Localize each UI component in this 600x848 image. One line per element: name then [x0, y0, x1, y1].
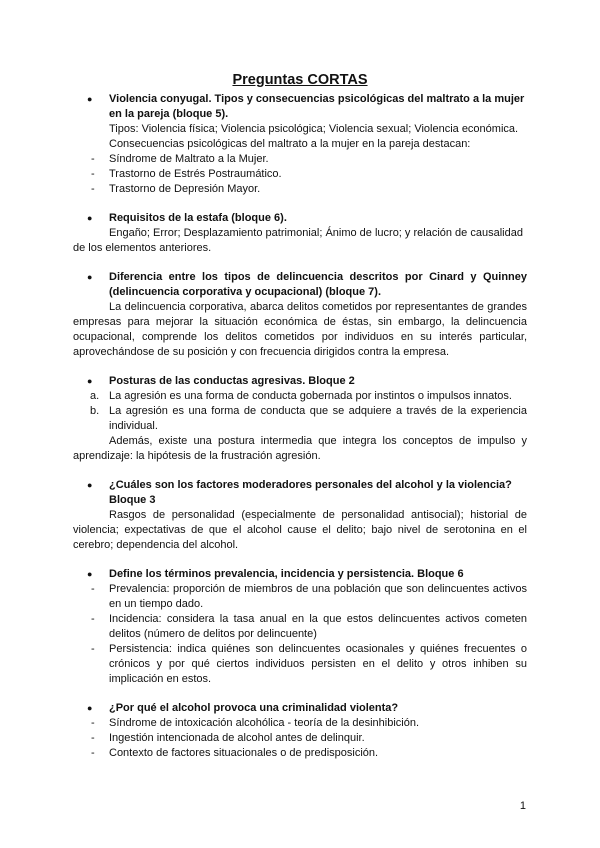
answer-4-line: aprendizaje: la hipótesis de la frustración agresión. — [73, 450, 321, 462]
answer-3-line: La delincuencia corporativa, abarca delitos cometidos por representantes de grandes — [109, 301, 527, 313]
question-3-title: ● Diferencia entre los tipos de delincuencia descritos por Cinard y Quinney — [109, 270, 527, 285]
answer-5-line: Rasgos de personalidad (especialmente de personalidad antisocial); historial de — [109, 509, 527, 521]
question-4-title: ● Posturas de las conductas agresivas. Bloque 2 — [109, 374, 355, 389]
list-item: La agresión es una forma de conducta gobernada por instintos o impulsos innatos. — [109, 390, 512, 402]
dash-marker: - — [91, 583, 95, 595]
list-item: Trastorno de Estrés Postraumático. — [109, 168, 282, 180]
question-5-title-cont: Bloque 3 — [109, 494, 156, 506]
list-item: La agresión es una forma de conducta que se adquiere a través de la experiencia — [109, 405, 527, 417]
question-6-title: ● Define los términos prevalencia, incidencia y persistencia. Bloque 6 — [109, 567, 464, 582]
list-item: Síndrome de intoxicación alcohólica - teoría de la desinhibición. — [109, 717, 420, 729]
list-item-cont: delitos (número de delitos por delincuente) — [109, 628, 317, 640]
list-marker-a: a. — [90, 390, 100, 402]
page-title: Preguntas CORTAS — [232, 72, 368, 88]
dash-marker: - — [91, 168, 95, 180]
dash-marker: - — [91, 747, 95, 759]
answer-1-intro: Consecuencias psicológicas del maltrato a la mujer en la pareja destacan: — [109, 138, 471, 150]
answer-4-line: Además, existe una postura intermedia que integra los conceptos de impulso y — [109, 435, 527, 447]
answer-1-types: Tipos: Violencia física; Violencia psicológica; Violencia sexual; Violencia económica. — [109, 123, 519, 135]
list-item: Síndrome de Maltrato a la Mujer. — [109, 153, 269, 165]
list-item-cont: implicación en estos. — [109, 673, 212, 685]
answer-3-line: empresas para mejorar la situación económica de éstas, sin embargo, la delincuencia — [73, 316, 527, 328]
dash-marker: - — [91, 183, 95, 195]
list-item-cont: en un tiempo dado. — [109, 598, 204, 610]
question-5-title: ● ¿Cuáles son los factores moderadores personales del alcohol y la violencia? — [109, 478, 512, 493]
question-2-title: ● Requisitos de la estafa (bloque 6). — [109, 211, 287, 226]
list-item: Ingestión intencionada de alcohol antes de delinquir. — [109, 732, 365, 744]
dash-marker: - — [91, 613, 95, 625]
list-item: Trastorno de Depresión Mayor. — [109, 183, 261, 195]
list-item-cont: individual. — [109, 420, 158, 432]
answer-3-line: aprovechándose de su posición y con frecuencia dirigidos contra la empresa. — [73, 346, 450, 358]
dash-marker: - — [91, 732, 95, 744]
answer-5-line: violencia; expectativas de que el alcohol cause el delito; bajo nivel de serotonina en el — [73, 524, 527, 536]
dash-marker: - — [91, 717, 95, 729]
list-item: Persistencia: indica quiénes son delincuentes ocasionales y quiénes frecuentes o — [109, 643, 527, 655]
question-1-title: ● Violencia conyugal. Tipos y consecuencias psicológicas del maltrato a la mujer — [109, 92, 524, 107]
question-3-title-cont: (delincuencia corporativa y ocupacional) (bloque 7). — [109, 286, 381, 298]
question-7-title: ● ¿Por qué el alcohol provoca una criminalidad violenta? — [109, 701, 398, 716]
dash-marker: - — [91, 643, 95, 655]
dash-marker: - — [91, 153, 95, 165]
answer-2-line: Engaño; Error; Desplazamiento patrimonial; Ánimo de lucro; y relación de causalidad — [109, 227, 523, 239]
page-number: 1 — [519, 800, 526, 812]
list-marker-b: b. — [90, 405, 100, 417]
answer-5-line: cerebro; dependencia del alcohol. — [73, 539, 239, 551]
answer-2-line: de los elementos anteriores. — [73, 242, 212, 254]
list-item: Incidencia: considera la tasa anual en la que estos delincuentes activos cometen — [109, 613, 527, 625]
list-item: Prevalencia: proporción de miembros de una población que son delincuentes activos — [109, 583, 527, 595]
question-1-title-cont: en la pareja (bloque 5). — [109, 108, 229, 120]
list-item: Contexto de factores situacionales o de predisposición. — [109, 747, 379, 759]
list-item-cont: crónicos y por qué ciertos individuos persisten en el delito y otros inhiben su — [109, 658, 527, 670]
answer-3-line: ocupacional, comprende los delitos cometidos por individuos en su interés particular, — [73, 331, 527, 343]
